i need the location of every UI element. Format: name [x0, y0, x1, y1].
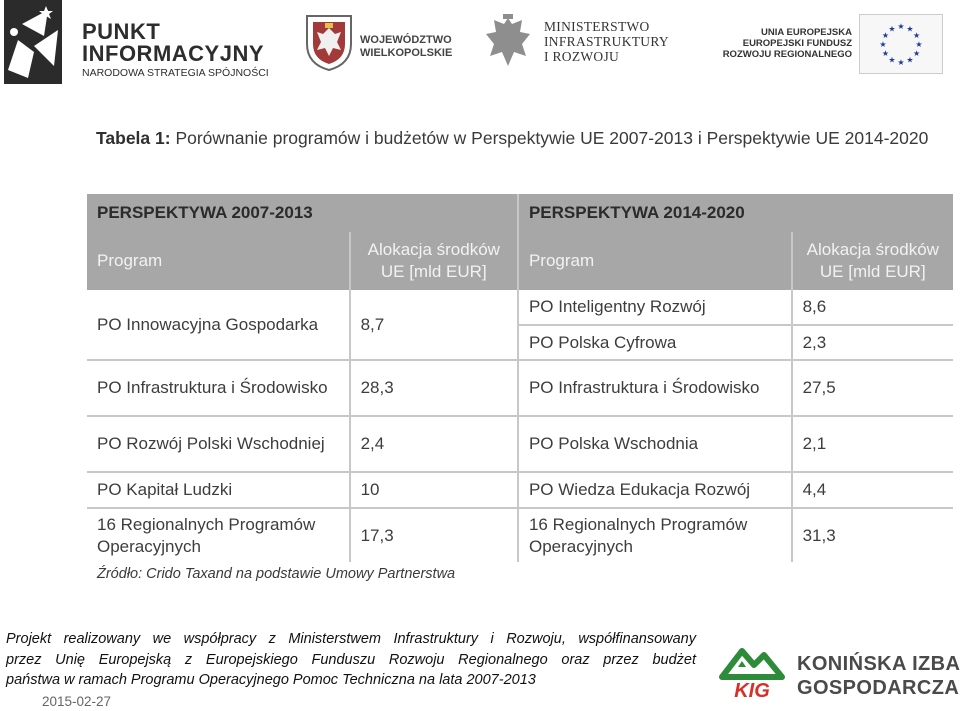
- logo-bar: [0, 0, 960, 86]
- comparison-table: [87, 194, 953, 562]
- right-program-cell: 16 Regionalnych Programów Operacyjnych: [518, 508, 792, 562]
- wojewodztwo-name: [360, 34, 452, 60]
- left-value-cell: 28,3: [350, 360, 518, 416]
- right-value-cell: 2,1: [792, 416, 953, 472]
- table-caption-text: Porównanie programów i budżetów w Perspektywie UE 2007-2013 i Perspektywie UE 2014-2020: [175, 128, 929, 148]
- eu-star: ★: [897, 58, 905, 67]
- wojewodztwo-logo: [305, 14, 455, 72]
- right-alloc-line1: Alokacja środków: [806, 240, 939, 259]
- perspective-header-row: [87, 194, 953, 232]
- table-row: [87, 472, 953, 508]
- left-program-cell: 16 Regionalnych Programów Operacyjnych: [87, 508, 350, 562]
- left-program-header: Program: [87, 232, 350, 290]
- ministerstwo-line1: MINISTERSTWO: [544, 19, 650, 34]
- footer-line2: przez Unię Europejską z Europejskiego Funduszu Rozwoju Regionalnego oraz przez budżet: [6, 651, 696, 668]
- footer-line1: Projekt realizowany we współpracy z Ministerstwem Infrastruktury i Rozwoju, współfinansowany: [6, 631, 696, 647]
- ministerstwo-logo: [482, 12, 692, 74]
- punkt-informacyjny-logo: [4, 0, 274, 84]
- eu-line3: ROZWOJU REGIONALNEGO: [722, 49, 852, 60]
- eu-star: ★: [881, 31, 889, 40]
- wojewodztwo-line2: WIELKOPOLSKIE: [360, 47, 453, 59]
- eu-star: ★: [888, 24, 896, 34]
- eagle-shield-icon: [305, 14, 353, 72]
- right-value-cell: 2,3: [792, 325, 953, 360]
- slide-date: 2015-02-27: [42, 694, 112, 709]
- eu-star: ★: [888, 55, 896, 65]
- eu-star: ★: [879, 40, 887, 49]
- eu-star: ★: [906, 24, 914, 34]
- right-program-cell: PO Polska Cyfrowa: [518, 325, 792, 360]
- left-value-cell: 10: [350, 472, 518, 508]
- left-value-cell: 8,7: [350, 290, 518, 360]
- wojewodztwo-line1: WOJEWÓDZTWO: [360, 34, 452, 46]
- perspective-2007-2013-header: PERSPEKTYWA 2007-2013: [87, 194, 518, 232]
- left-value-cell: 2,4: [350, 416, 518, 472]
- right-program-cell: PO Infrastruktura i Środowisko: [518, 360, 792, 416]
- eagle-icon: [482, 12, 534, 70]
- left-program-cell: PO Kapitał Ludzki: [87, 472, 350, 508]
- ministerstwo-line2: INFRASTRUKTURY: [544, 34, 669, 49]
- table-caption: [96, 125, 946, 151]
- eu-star: ★: [906, 55, 914, 65]
- punkt-logo-icon: [4, 0, 62, 84]
- table-source: Źródło: Crido Taxand na podstawie Umowy Partnerstwa: [97, 566, 456, 582]
- right-value-cell: 31,3: [802, 525, 836, 545]
- eu-flag-icon: [859, 14, 943, 74]
- right-allocation-header: [792, 232, 953, 290]
- column-header-row: [87, 232, 953, 290]
- eu-star: ★: [913, 31, 921, 40]
- eu-star: ★: [915, 40, 923, 49]
- eu-line2: EUROPEJSKI FUNDUSZ: [742, 38, 852, 49]
- perspective-2014-2020-header: PERSPEKTYWA 2014-2020: [518, 194, 953, 232]
- eu-star: ★: [881, 49, 889, 58]
- left-program-cell: PO Rozwój Polski Wschodniej: [87, 416, 350, 472]
- eu-star: ★: [913, 49, 921, 58]
- table-row: [87, 290, 953, 325]
- punkt-name: [82, 21, 264, 65]
- right-program-header: Program: [518, 232, 792, 290]
- ministerstwo-line3: I ROZWOJU: [544, 49, 620, 64]
- right-program-cell: PO Polska Wschodnia: [518, 416, 792, 472]
- table-row: [87, 360, 953, 416]
- table-row: [87, 508, 953, 562]
- kig-logo: [718, 643, 958, 703]
- punkt-line2: INFORMACYJNY: [82, 41, 265, 66]
- eu-line1: UNIA EUROPEJSKA: [761, 27, 852, 38]
- left-value-cell: 17,3: [350, 508, 518, 562]
- ministerstwo-name: [544, 19, 669, 64]
- eu-star: ★: [897, 22, 905, 31]
- left-allocation-header: [350, 232, 518, 290]
- punkt-subtitle: NARODOWA STRATEGIA SPÓJNOŚCI: [82, 67, 269, 79]
- eu-name: [712, 27, 852, 60]
- table-row: [87, 416, 953, 472]
- left-program-cell: PO Innowacyjna Gospodarka: [87, 290, 350, 360]
- kig-line1: KONIŃSKA IZBA: [797, 653, 960, 675]
- right-value-cell: 8,6: [792, 290, 953, 325]
- punkt-line1: PUNKT: [82, 19, 161, 44]
- eu-logo: [712, 14, 944, 72]
- right-value-cell: 4,4: [792, 472, 953, 508]
- kig-name: [797, 652, 960, 700]
- right-value-cell: 27,5: [792, 360, 953, 416]
- right-alloc-line2: UE [mld EUR]: [819, 262, 926, 281]
- footer-funding-text: [6, 629, 696, 691]
- left-program-cell: PO Infrastruktura i Środowisko: [87, 360, 350, 416]
- right-program-cell: PO Wiedza Edukacja Rozwój: [518, 472, 792, 508]
- kig-mountain-icon: [718, 643, 786, 701]
- footer-line3: państwa w ramach Programu Operacyjnego Pomoc Techniczna na lata 2007-2013: [6, 672, 536, 688]
- kig-line2: GOSPODARCZA: [797, 677, 960, 699]
- right-program-cell: PO Inteligentny Rozwój: [518, 290, 792, 325]
- kig-mark-text: KIG: [734, 680, 770, 701]
- left-alloc-line2: UE [mld EUR]: [380, 262, 487, 281]
- left-alloc-line1: Alokacja środków: [367, 240, 500, 259]
- table-caption-label: Tabela 1:: [96, 128, 171, 148]
